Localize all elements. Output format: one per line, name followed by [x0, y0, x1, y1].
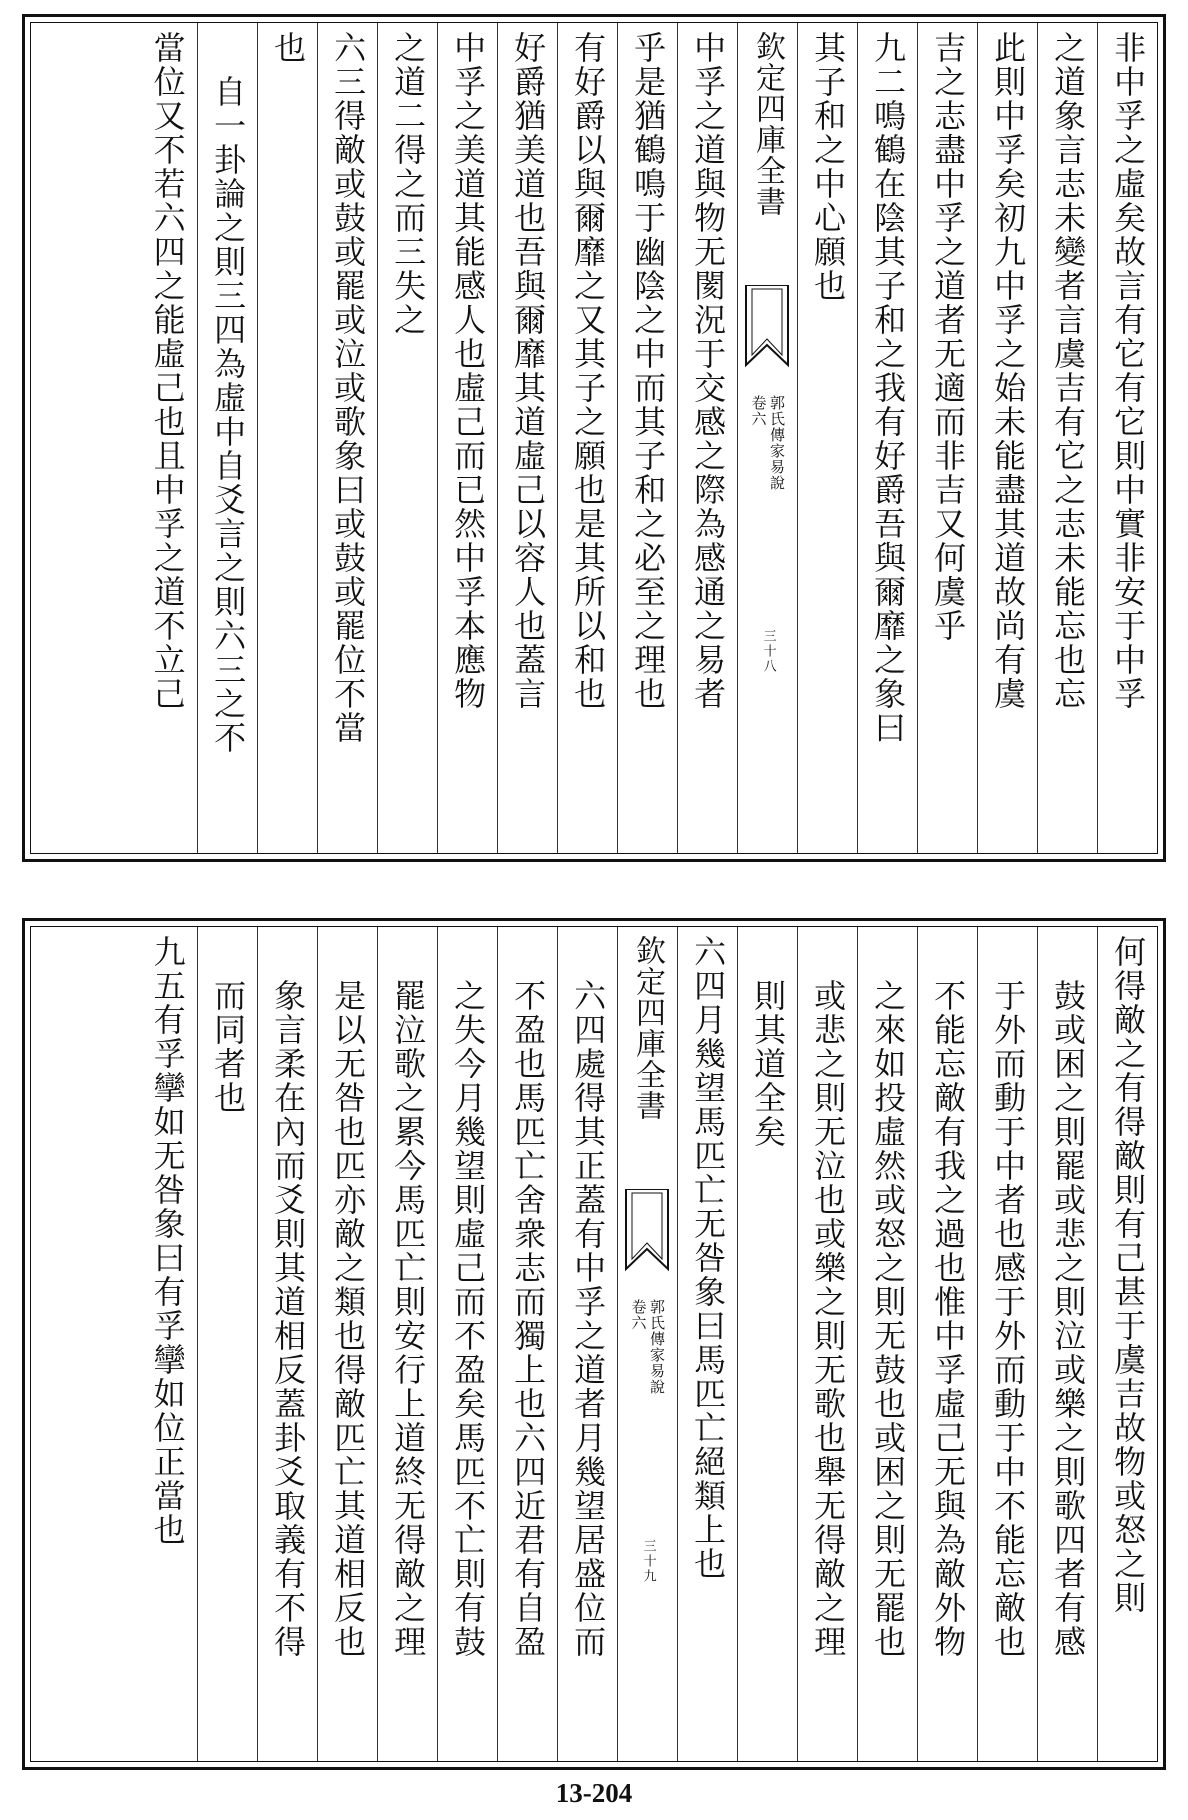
text-column [497, 927, 557, 1761]
text-column [797, 23, 857, 853]
center-subtitle-volume: 卷六 [629, 1299, 648, 1331]
fishtail-mark-icon [744, 285, 790, 381]
text-column [1037, 927, 1097, 1761]
page-top [22, 14, 1166, 862]
text-column [617, 23, 677, 853]
page-number: 13-204 [555, 1778, 633, 1808]
column-text: 象言柔在內而爻則其道相反蓋卦爻取義有不得 [269, 979, 308, 1659]
column-text: 此則中孚矣初九中孚之始未能盡其道故尚有虞 [989, 31, 1028, 711]
text-column [797, 927, 857, 1761]
column-text: 六四處得其正蓋有中孚之道者月幾望居盛位而 [569, 979, 608, 1659]
column-text: 有好爵以與爾靡之又其子之願也是其所以和也 [569, 31, 608, 711]
text-column [377, 927, 437, 1761]
center-fold [617, 927, 677, 1761]
fishtail-mark-icon [624, 1189, 670, 1285]
text-column [257, 23, 317, 853]
column-text: 好爵猶美道也吾與爾靡其道虛己以容人也蓋言 [509, 31, 548, 711]
column-text: 自一卦論之則三四為虛中自爻言之則六三之不 [209, 75, 248, 755]
text-column [197, 927, 257, 1761]
column-text: 鼓或困之則罷或悲之則泣或樂之則歌四者有感 [1049, 979, 1088, 1659]
column-text: 或悲之則无泣也或樂之則无歌也舉无得敵之理 [809, 979, 848, 1659]
column-text: 之失今月幾望則虛己而不盈矣馬匹不亡則有鼓 [449, 979, 488, 1659]
text-column [677, 23, 737, 853]
page-top-columns [30, 22, 1158, 854]
text-column [317, 927, 377, 1761]
text-column [917, 23, 977, 853]
column-text: 不能忘敵有我之過也惟中孚虛己无與為敵外物 [929, 979, 968, 1659]
text-column [1037, 23, 1097, 853]
text-column [377, 23, 437, 853]
page-bottom [22, 918, 1166, 1770]
column-text: 是以无咎也匹亦敵之類也得敵匹亡其道相反也 [329, 979, 368, 1659]
text-column [677, 927, 737, 1761]
column-text: 不盈也馬匹亡舍衆志而獨上也六四近君有自盈 [509, 979, 548, 1659]
column-text: 吉之志盡中孚之道者无適而非吉又何虞乎 [929, 31, 968, 643]
column-text: 于外而動于中者也感于外而動于中不能忘敵也 [989, 979, 1028, 1659]
column-text: 六三得敵或鼓或罷或泣或歌象曰或鼓或罷位不當 [329, 31, 368, 745]
text-column [257, 927, 317, 1761]
column-text: 中孚之道與物无閡況于交感之際為感通之易者 [689, 31, 728, 711]
column-text: 之來如投虛然或怒之則无鼓也或困之則无罷也 [869, 979, 908, 1659]
column-text: 非中孚之虛矣故言有它有它則中實非安于中孚 [1109, 31, 1148, 711]
column-text: 當位又不若六四之能虛己也且中孚之道不立己 [148, 31, 187, 711]
folio-number: 三十八 [760, 629, 776, 674]
text-column [557, 23, 617, 853]
text-column [437, 927, 497, 1761]
text-column [557, 927, 617, 1761]
column-text: 其子和之中心願也 [809, 31, 848, 303]
column-text: 而同者也 [209, 979, 248, 1115]
center-title: 欽定四庫全書 [750, 31, 785, 217]
column-text: 乎是猶鶴鳴于幽陰之中而其子和之必至之理也 [629, 31, 668, 711]
center-subtitle-book: 郭氏傳家易說 [648, 1299, 666, 1395]
text-column [977, 927, 1037, 1761]
text-column [857, 927, 917, 1761]
text-column [497, 23, 557, 853]
center-fold [737, 23, 797, 853]
text-column [917, 927, 977, 1761]
column-text: 九五有孚攣如无咎象曰有孚攣如位正當也 [148, 935, 187, 1547]
folio-number: 三十九 [640, 1539, 656, 1584]
text-column [437, 23, 497, 853]
column-text: 則其道全矣 [749, 979, 788, 1149]
text-column [137, 927, 197, 1761]
column-text: 罷泣歌之累今馬匹亡則安行上道終无得敵之理 [389, 979, 428, 1659]
column-text: 九二鳴鶴在陰其子和之我有好爵吾與爾靡之象曰 [869, 31, 908, 745]
text-column [1097, 927, 1157, 1761]
center-subtitle-volume: 卷六 [749, 395, 768, 427]
column-text: 中孚之美道其能感人也虛己而已然中孚本應物 [449, 31, 488, 711]
text-column [317, 23, 377, 853]
column-text: 六四月幾望馬匹亡无咎象曰馬匹亡絕類上也 [689, 935, 728, 1581]
page-bottom-columns [30, 926, 1158, 1762]
text-column [737, 927, 797, 1761]
column-text: 之道二得之而三失之 [389, 31, 428, 337]
column-text: 之道象言志未變者言虞吉有它之志未能忘也忘 [1049, 31, 1088, 711]
text-column [197, 23, 257, 853]
text-column [857, 23, 917, 853]
text-column [137, 23, 197, 853]
column-text: 也 [269, 31, 308, 65]
column-text: 何得敵之有得敵則有己甚于虞吉故物或怒之則 [1109, 935, 1148, 1615]
text-column [1097, 23, 1157, 853]
text-column [977, 23, 1037, 853]
center-subtitle-book: 郭氏傳家易說 [768, 395, 786, 491]
center-title: 欽定四庫全書 [630, 935, 665, 1121]
